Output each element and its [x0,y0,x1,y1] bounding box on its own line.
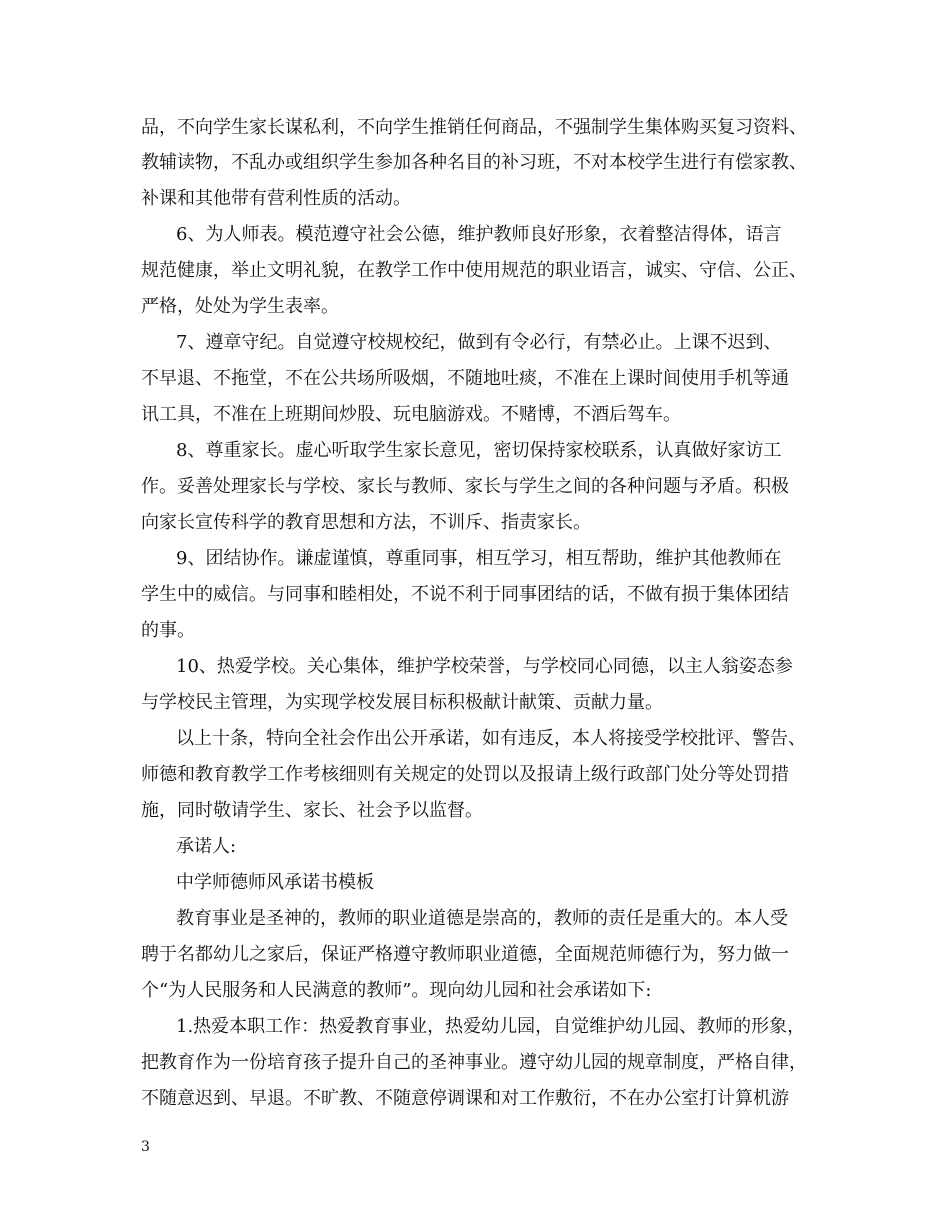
text-line: 学生中的威信。与同事和睦相处，不说不利于同事团结的话，不做有损于集体团结 [141,584,789,605]
text-line: 作。妥善处理家长与学校、家长与教师、家长与学生之间的各种问题与矛盾。积极 [141,476,789,497]
paragraph-first-line: 7、遵章守纪。自觉遵守校规校纪，做到有令必行，有禁必止。上课不迟到、 [176,332,782,353]
text-line: 不早退、不拖堂，不在公共场所吸烟，不随地吐痰，不准在上课时间使用手机等通 [141,368,789,389]
paragraph-first-line: 9、团结协作。谦虚谨慎，尊重同事，相互学习，相互帮助，维护其他教师在 [176,548,782,569]
signature-label: 承诺人: [176,836,237,857]
paragraph-first-line: 8、尊重家长。虚心听取学生家长意见，密切保持家校联系，认真做好家访工 [176,440,782,461]
text-line: 个“为人民服务和人民满意的教师”。现向幼儿园和社会承诺如下: [141,980,652,1001]
paragraph-first-line: 10、热爱学校。关心集体，维护学校荣誉，与学校同心同德，以主人翁姿态参 [176,656,793,677]
text-line: 施，同时敬请学生、家长、社会予以监督。 [141,800,483,821]
text-line: 与学校民主管理，为实现学校发展目标积极献计献策、贡献力量。 [141,692,663,713]
text-line: 补课和其他带有营利性质的活动。 [141,188,411,209]
paragraph-first-line: 6、为人师表。模范遵守社会公德，维护教师良好形象，衣着整洁得体，语言 [176,224,782,245]
page-number: 3 [141,1139,150,1155]
text-line: 把教育作为一份培育孩子提升自己的圣神事业。遵守幼儿园的规章制度，严格自律， [141,1052,807,1073]
text-line: 教辅读物，不乱办或组织学生参加各种名目的补习班，不对本校学生进行有偿家教、 [141,152,807,173]
section-title: 中学师德师风承诺书模板 [176,872,374,893]
text-line: 规范健康，举止文明礼貌，在教学工作中使用规范的职业语言，诚实、守信、公正、 [141,260,807,281]
text-line: 不随意迟到、早退。不旷教、不随意停调课和对工作敷衍，不在办公室打计算机游 [141,1088,789,1109]
text-line: 严格，处处为学生表率。 [141,296,339,317]
text-line: 聘于名都幼儿之家后，保证严格遵守教师职业道德，全面规范师德行为，努力做一 [141,944,789,965]
paragraph-first-line: 以上十条，特向全社会作出公开承诺，如有违反，本人将接受学校批评、警告、 [176,728,806,749]
paragraph-first-line: 1.热爱本职工作：热爱教育事业，热爱幼儿园，自觉维护幼儿园、教师的形象， [176,1016,806,1037]
text-line: 的事。 [141,620,195,641]
text-line: 讯工具，不准在上班期间炒股、玩电脑游戏。不赌博，不酒后驾车。 [141,404,681,425]
text-line: 师德和教育教学工作考核细则有关规定的处罚以及报请上级行政部门处分等处罚措 [141,764,789,785]
paragraph-first-line: 教育事业是圣神的，教师的职业道德是崇高的，教师的责任是重大的。本人受 [176,908,788,929]
text-line: 品，不向学生家长谋私利，不向学生推销任何商品，不强制学生集体购买复习资料、 [141,117,807,138]
text-line: 向家长宣传科学的教育思想和方法，不训斥、指责家长。 [141,512,591,533]
